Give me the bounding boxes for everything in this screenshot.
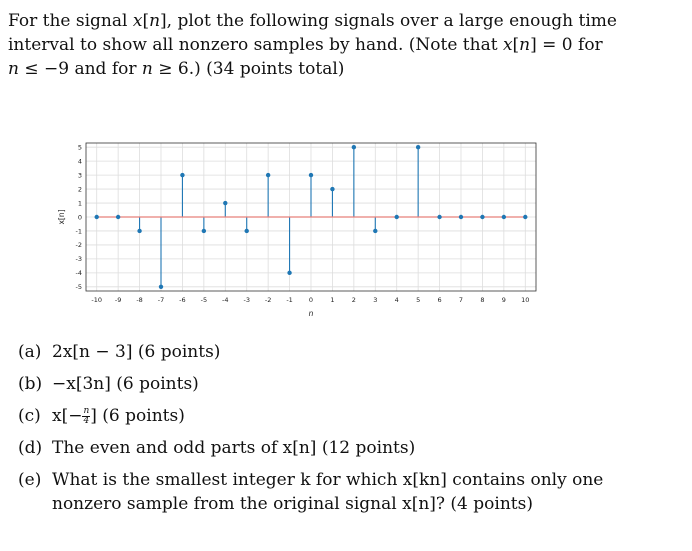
x-axis-label: n: [308, 309, 314, 318]
intro-text: interval to show all nonzero samples by hand. (Note that: [8, 35, 503, 55]
part-text-pre: x[−: [52, 406, 83, 426]
intro-text: ], plot the following signals over a large enough time: [160, 11, 617, 31]
y-axis-label: x[n]: [57, 209, 66, 225]
stem-marker: [373, 229, 377, 233]
stem-marker: [523, 215, 527, 219]
stem-marker: [116, 215, 120, 219]
stem-marker: [502, 215, 506, 219]
stem-marker: [437, 215, 441, 219]
part-text: 2x[n − 3] (6 points): [52, 342, 221, 362]
y-tick-label: -2: [75, 241, 82, 250]
stem-marker: [309, 173, 313, 177]
fraction-denominator: 4: [83, 416, 90, 426]
y-tick-label: 1: [77, 199, 82, 208]
problem-intro: [8, 9, 680, 81]
y-tick-label: -4: [75, 269, 82, 278]
x-tick-label: -5: [200, 296, 208, 304]
y-tick-label: -1: [75, 227, 82, 236]
stem-marker: [395, 215, 399, 219]
x-tick-label: 3: [373, 296, 378, 304]
math-n: n: [149, 11, 161, 31]
part-e: [18, 468, 678, 516]
x-tick-label: 0: [308, 296, 314, 304]
question-parts: [18, 340, 678, 524]
math-n: n: [141, 59, 153, 79]
x-tick-label: -7: [157, 296, 165, 304]
x-tick-label: -4: [222, 296, 229, 304]
stem-marker: [245, 229, 249, 233]
stem-marker: [202, 229, 206, 233]
x-tick-label: -1: [286, 296, 293, 304]
intro-text: [: [142, 11, 150, 31]
x-tick-label: -6: [179, 296, 186, 304]
x-tick-label: 1: [330, 296, 335, 304]
part-c: [18, 404, 678, 428]
part-label: (c): [18, 406, 41, 426]
x-tick-label: 8: [480, 296, 485, 304]
stem-marker: [416, 145, 420, 149]
part-text: What is the smallest integer k for which x[kn] contains only one nonzero sample from the original signal x[n]? (4 points): [52, 470, 604, 514]
intro-text: For the signal: [8, 11, 133, 31]
stem-marker: [352, 145, 356, 149]
part-a: [18, 340, 678, 364]
stem-marker: [95, 215, 99, 219]
y-tick-label: 5: [77, 143, 82, 152]
math-x: x: [132, 11, 143, 31]
fraction-numerator: n: [83, 406, 90, 416]
stem-marker: [330, 187, 334, 191]
intro-text: ] = 0 for: [530, 35, 603, 55]
part-text: [52, 404, 678, 428]
math-x: x: [502, 35, 513, 55]
intro-text: ≥ 6.) (34 points total): [152, 59, 345, 79]
stem-marker: [266, 173, 270, 177]
x-tick-label: 9: [501, 296, 506, 304]
part-b: [18, 372, 678, 396]
part-text: The even and odd parts of x[n] (12 points): [52, 438, 416, 458]
x-tick-label: 4: [394, 296, 399, 304]
stem-marker: [459, 215, 463, 219]
intro-text: ≤ −9 and for: [18, 59, 142, 79]
stem-marker: [159, 285, 163, 289]
y-tick-label: 0: [77, 213, 82, 222]
part-text-post: ] (6 points): [90, 406, 185, 426]
stem-marker: [287, 271, 291, 275]
stem-marker: [180, 173, 184, 177]
math-n: n: [519, 35, 531, 55]
part-label: (d): [18, 438, 43, 458]
y-tick-label: 3: [77, 171, 82, 180]
x-tick-label: 6: [437, 296, 442, 304]
y-tick-label: 4: [77, 157, 82, 166]
math-n: n: [8, 59, 19, 79]
part-d: [18, 436, 678, 460]
y-tick-label: -5: [75, 283, 82, 292]
stem-plot: [50, 135, 550, 320]
part-label: (e): [18, 470, 42, 490]
y-tick-label: -3: [75, 255, 82, 264]
part-label: (a): [18, 342, 42, 362]
x-tick-label: -10: [91, 296, 103, 304]
x-tick-label: 5: [416, 296, 421, 304]
x-tick-label: -2: [264, 296, 272, 304]
stem-marker: [137, 229, 141, 233]
x-tick-label: -8: [136, 296, 143, 304]
x-tick-label: 2: [351, 296, 356, 304]
part-label: (b): [18, 374, 43, 394]
x-tick-label: -3: [243, 296, 250, 304]
y-tick-label: 2: [77, 185, 82, 194]
stem-marker: [480, 215, 484, 219]
x-tick-label: 10: [521, 296, 530, 304]
part-text: −x[3n] (6 points): [52, 374, 199, 394]
x-tick-label: -9: [114, 296, 122, 304]
stem-marker: [223, 201, 227, 205]
x-tick-label: 7: [458, 296, 464, 304]
intro-text: [: [512, 35, 520, 55]
